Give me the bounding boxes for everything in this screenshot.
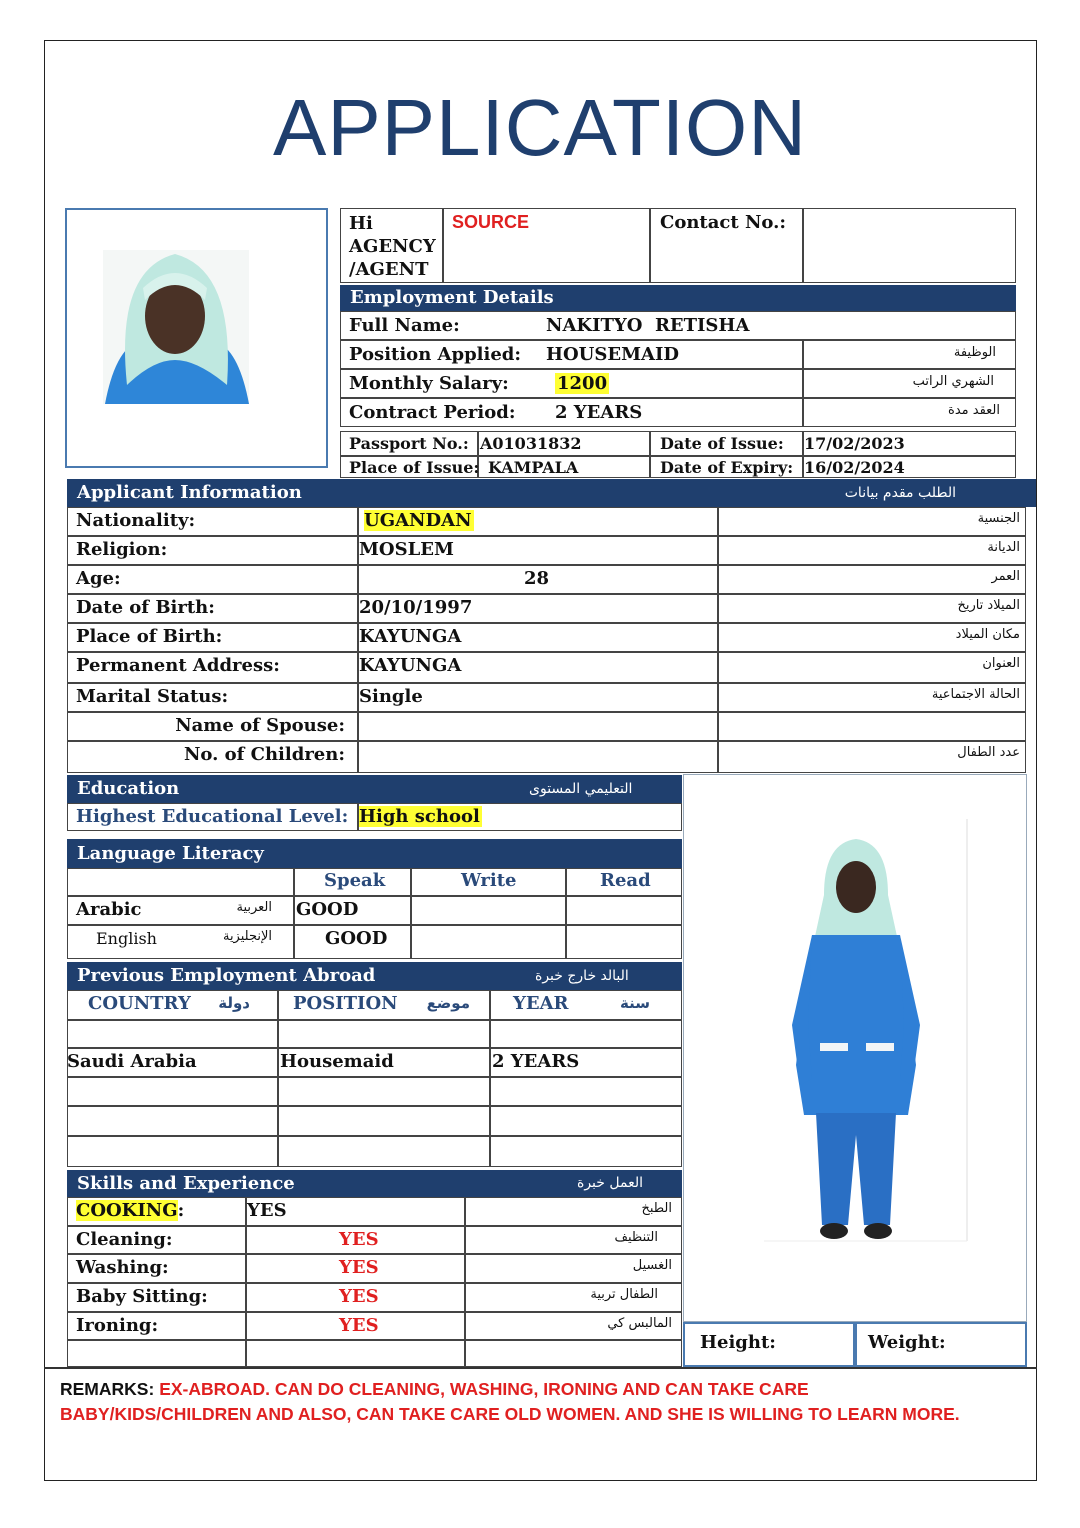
place-issue-label: Place of Issue: [349, 458, 480, 477]
lang-col-write: Write [461, 870, 517, 891]
lang-name: English [96, 929, 157, 948]
remarks-line2: BABY/KIDS/CHILDREN AND ALSO, CAN TAKE CARE OLD WOMEN. AND SHE IS WILLING TO LEARN MORE. [60, 1404, 960, 1424]
skill-ar: الطبخ [641, 1201, 672, 1216]
weight-label: Weight: [868, 1332, 946, 1353]
applicant-value: KAYUNGA [359, 626, 462, 647]
skill-label: Cleaning: [76, 1229, 173, 1250]
applicant-value: Single [359, 686, 423, 707]
skill-value: YES [339, 1229, 379, 1250]
contact-label: Contact No.: [660, 212, 786, 233]
place-issue-value: KAMPALA [488, 458, 579, 477]
applicant-label: Age: [76, 568, 121, 589]
prev-col-position: POSITION [293, 993, 398, 1014]
applicant-ar-cell [718, 565, 1026, 594]
full-body-photo-frame [683, 774, 1027, 1322]
skill-value: YES [339, 1257, 379, 1278]
prev-year-cell [490, 1136, 682, 1167]
skill-label: Washing: [76, 1257, 169, 1278]
lang-speak: GOOD [325, 928, 388, 949]
contract-value: 2 YEARS [555, 402, 643, 423]
applicant-ar: الميلاد تاريخ [957, 598, 1020, 613]
applicant-ar: مكان الميلاد [955, 627, 1020, 642]
portrait-photo-frame [65, 208, 328, 468]
page-title: APPLICATION [272, 83, 808, 172]
applicant-ar: عدد الطفال [957, 745, 1020, 760]
applicant-value: 20/10/1997 [359, 597, 473, 618]
skill-ar-cell [465, 1340, 682, 1367]
applicant-header: Applicant Information الطلب مقدم بيانات [67, 479, 1036, 507]
skill-label-text: COOKING [76, 1200, 178, 1221]
position-value: HOUSEMAID [546, 344, 680, 365]
skill-label: COOKING: [76, 1200, 185, 1221]
prev-col-year: YEAR [513, 993, 569, 1014]
prev-year: 2 YEARS [492, 1051, 580, 1072]
prev-country-cell [67, 1106, 278, 1136]
prev-country-cell [67, 1020, 278, 1048]
prev-country-cell [67, 1077, 278, 1106]
prev-year-cell [490, 1106, 682, 1136]
contract-ar: العقد مدة [948, 403, 1000, 418]
prev-position: Housemaid [280, 1051, 394, 1072]
full-body-photo [684, 775, 1028, 1323]
skills-header: Skills and Experience العمل خبرة [67, 1170, 682, 1197]
applicant-value-cell [358, 712, 718, 741]
skill-ar: التنظيف [614, 1230, 658, 1245]
skill-value: YES [339, 1315, 379, 1336]
applicant-value: MOSLEM [359, 539, 454, 560]
applicant-label: Religion: [76, 539, 168, 560]
prev-col-country: COUNTRY [88, 993, 191, 1014]
employment-header: Employment Details [340, 285, 1016, 311]
language-header: Language Literacy [67, 839, 682, 868]
applicant-ar: الجنسية [977, 511, 1020, 526]
full-name-value: NAKITYO RETISHA [546, 315, 750, 336]
lang-name: Arabic [76, 899, 142, 920]
lang-head-cell [67, 868, 294, 896]
prev-position-cell [278, 1106, 490, 1136]
salary-ar: الشهري الراتب [912, 374, 994, 389]
lang-read-cell [566, 925, 682, 959]
applicant-label: Marital Status: [76, 686, 229, 707]
skill-ar: الغسيل [632, 1258, 672, 1273]
skill-ar: الطفال تربية [590, 1287, 658, 1302]
applicant-label: Permanent Address: [76, 655, 280, 676]
applicant-label: Place of Birth: [76, 626, 223, 647]
applicant-ar-cell [718, 652, 1026, 683]
prev-year-cell [490, 1020, 682, 1048]
skill-label-cell [67, 1340, 246, 1367]
passport-no-value: A01031832 [480, 434, 582, 453]
remarks-line1: EX-ABROAD. CAN DO CLEANING, WASHING, IRONING AND CAN TAKE CARE [159, 1379, 809, 1399]
remarks-label: REMARKS: [60, 1379, 155, 1399]
prev-col-year-ar: سنة [620, 994, 650, 1012]
lang-ar: الإنجليزية [222, 929, 272, 944]
lang-col-read: Read [600, 870, 651, 891]
applicant-ar-cell [718, 536, 1026, 565]
applicant-label: Name of Spouse: [175, 715, 345, 736]
applicant-label: No. of Children: [183, 744, 345, 765]
lang-col-speak: Speak [324, 870, 386, 891]
skill-value: YES [339, 1286, 379, 1307]
position-label: Position Applied: [349, 344, 522, 365]
salary-label: Monthly Salary: [349, 373, 509, 394]
lang-ar: العربية [236, 900, 272, 915]
issue-date-label: Date of Issue: [660, 434, 784, 453]
skill-label: Ironing: [76, 1315, 159, 1336]
source-text: SOURCE [452, 212, 530, 232]
applicant-ar: العنوان [982, 656, 1020, 671]
prev-col-position-ar: موضع [426, 994, 470, 1012]
applicant-label: Date of Birth: [76, 597, 215, 618]
remarks-divider [44, 1367, 1037, 1369]
skill-ar: المالبس كي [607, 1316, 672, 1331]
edu-level-value: High school [359, 806, 480, 827]
applicant-ar-cell [718, 712, 1026, 741]
prev-country-cell [67, 1136, 278, 1167]
applicant-ar: الحالة الاجتماعية [931, 687, 1020, 702]
applicant-value: KAYUNGA [359, 655, 462, 676]
prev-year-cell [490, 1077, 682, 1106]
full-name-label: Full Name: [349, 315, 460, 336]
prev-position-cell [278, 1020, 490, 1048]
education-header: Education التعليمي المستوى [67, 775, 682, 803]
contract-label: Contract Period: [349, 402, 516, 423]
expiry-value: 16/02/2024 [804, 458, 905, 477]
remarks [60, 1377, 960, 1427]
issue-date-value: 17/02/2023 [804, 434, 905, 453]
salary-value: 1200 [557, 373, 608, 394]
applicant-value: UGANDAN [364, 510, 472, 531]
prev-position-cell [278, 1077, 490, 1106]
portrait-photo [67, 210, 327, 466]
lang-write-cell [411, 896, 566, 925]
contact-value-cell [803, 208, 1016, 283]
prev-col-country-ar: دولة [218, 994, 250, 1012]
position-ar: الوظيفة [953, 345, 996, 360]
applicant-ar: الديانة [987, 540, 1020, 555]
skill-value-cell [246, 1340, 465, 1367]
prev-position-cell [278, 1136, 490, 1167]
agency-label: Hi AGENCY /AGENT [349, 213, 436, 280]
lang-write-cell [411, 925, 566, 959]
prev-country: Saudi Arabia [67, 1051, 197, 1072]
applicant-ar: العمر [991, 569, 1020, 584]
edu-level-label: Highest Educational Level: [76, 806, 349, 827]
lang-read-cell [566, 896, 682, 925]
lang-speak: GOOD [296, 899, 359, 920]
applicant-value-cell [358, 741, 718, 773]
skill-label: Baby Sitting: [76, 1286, 208, 1307]
height-label: Height: [700, 1332, 776, 1353]
applicant-label: Nationality: [76, 510, 196, 531]
expiry-label: Date of Expiry: [660, 458, 794, 477]
previous-header: Previous Employment Abroad البالد خارج خبرة [67, 962, 682, 990]
applicant-value: 28 [524, 568, 550, 589]
skill-value: YES [247, 1200, 287, 1221]
passport-no-label: Passport No.: [349, 434, 469, 453]
